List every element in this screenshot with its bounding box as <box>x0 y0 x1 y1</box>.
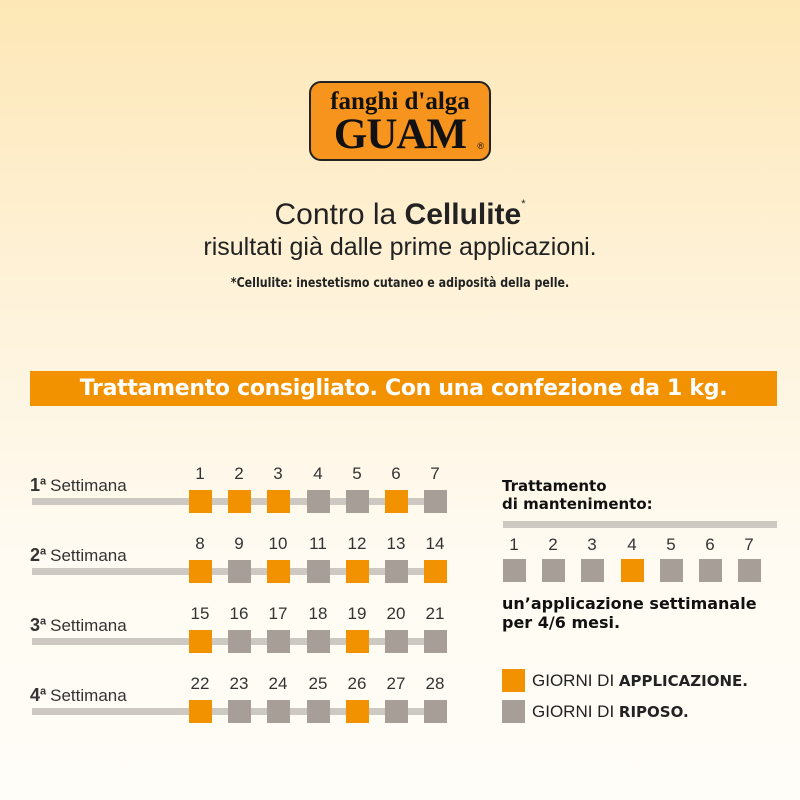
day-number: 20 <box>386 604 406 623</box>
headline-mark: * <box>521 198 526 210</box>
subheadline: risultati già dalle prime applicazioni. <box>203 233 597 261</box>
day-number: 22 <box>190 674 210 693</box>
day-number: 7 <box>430 464 440 483</box>
headline-pre: Contro la <box>274 198 405 231</box>
maintenance-desc-2: per 4/6 mesi. <box>502 613 621 632</box>
rest-day <box>699 559 722 582</box>
week-ordinal: a <box>40 475 47 488</box>
legend-application-pre: GIORNI DI <box>532 671 619 690</box>
day-number: 23 <box>229 674 249 693</box>
rest-day <box>660 559 683 582</box>
rest-day <box>307 700 330 723</box>
day-number: 7 <box>744 535 754 554</box>
day-number: 6 <box>705 535 715 554</box>
day-number: 16 <box>229 604 249 623</box>
legend-application-bold: APPLICAZIONE. <box>618 672 748 690</box>
week-text: Settimana <box>50 546 127 565</box>
week-ordinal: a <box>40 685 47 698</box>
day-number: 1 <box>509 535 519 554</box>
rest-day <box>228 700 251 723</box>
day-number: 10 <box>268 534 288 553</box>
logo-line2: GUAM <box>333 111 467 158</box>
week-label <box>30 545 127 566</box>
rest-day <box>267 630 290 653</box>
day-number: 24 <box>268 674 288 693</box>
day-number: 2 <box>234 464 244 483</box>
maintenance-desc-1: un’applicazione settimanale <box>502 594 757 613</box>
rest-day <box>307 630 330 653</box>
week-number: 1 <box>30 475 41 495</box>
headline <box>0 198 800 232</box>
day-number: 26 <box>347 674 367 693</box>
rest-day <box>307 490 330 513</box>
brand-logo <box>309 81 491 161</box>
legend-application-swatch <box>502 669 525 692</box>
day-number: 15 <box>190 604 210 623</box>
rest-day <box>542 559 565 582</box>
week-number: 4 <box>30 685 41 705</box>
rest-day <box>228 630 251 653</box>
week-label <box>30 615 127 636</box>
application-day <box>267 490 290 513</box>
week-label <box>30 475 127 496</box>
application-day <box>346 700 369 723</box>
week-ordinal: a <box>40 615 47 628</box>
rest-day <box>385 560 408 583</box>
registered-mark: ® <box>477 141 484 151</box>
week-number: 2 <box>30 545 41 565</box>
maintenance-title <box>502 477 653 513</box>
application-day <box>189 700 212 723</box>
day-number: 21 <box>425 604 445 623</box>
maintenance-desc <box>502 594 757 632</box>
day-number: 13 <box>386 534 406 553</box>
application-day <box>267 560 290 583</box>
headline-bold: Cellulite <box>404 198 522 231</box>
rest-day <box>424 700 447 723</box>
week-text: Settimana <box>50 686 127 705</box>
logo-line1: fanghi d'alga <box>330 88 470 115</box>
rest-day <box>503 559 526 582</box>
day-number: 12 <box>347 534 367 553</box>
day-number: 27 <box>386 674 406 693</box>
week-label <box>30 685 127 706</box>
rest-day <box>267 700 290 723</box>
day-number: 28 <box>425 674 445 693</box>
maintenance-title-1: Trattamento <box>502 477 607 495</box>
application-day <box>621 559 644 582</box>
day-number: 25 <box>308 674 328 693</box>
legend-rest-pre: GIORNI DI <box>532 702 619 721</box>
rest-day <box>307 560 330 583</box>
footnote: *Cellulite: inestetismo cutaneo e adiposità della pelle. <box>230 276 570 291</box>
application-day <box>189 560 212 583</box>
legend-rest-swatch <box>502 700 525 723</box>
application-day <box>228 490 251 513</box>
day-number: 3 <box>587 535 597 554</box>
day-number: 8 <box>195 534 205 553</box>
rest-day <box>424 490 447 513</box>
day-number: 19 <box>347 604 367 623</box>
day-number: 5 <box>352 464 362 483</box>
day-number: 18 <box>308 604 328 623</box>
day-number: 3 <box>273 464 283 483</box>
application-day <box>346 630 369 653</box>
week-number: 3 <box>30 615 41 635</box>
application-day <box>346 560 369 583</box>
maintenance-bar <box>503 521 777 528</box>
rest-day <box>738 559 761 582</box>
day-number: 6 <box>391 464 401 483</box>
rest-day <box>385 700 408 723</box>
application-day <box>189 490 212 513</box>
day-number: 4 <box>627 535 637 554</box>
rest-day <box>385 630 408 653</box>
day-number: 5 <box>666 535 676 554</box>
rest-day <box>346 490 369 513</box>
week-text: Settimana <box>50 476 127 495</box>
day-number: 4 <box>313 464 323 483</box>
legend-application <box>532 671 748 691</box>
treatment-banner: Trattamento consigliato. Con una confezione da 1 kg. <box>30 371 777 406</box>
legend-rest-bold: RIPOSO. <box>618 703 689 721</box>
day-number: 11 <box>309 534 327 553</box>
application-day <box>385 490 408 513</box>
application-day <box>189 630 212 653</box>
day-number: 17 <box>268 604 288 623</box>
legend-rest <box>532 702 689 722</box>
maintenance-title-2: di mantenimento: <box>502 495 653 513</box>
week-text: Settimana <box>50 616 127 635</box>
rest-day <box>424 630 447 653</box>
day-number: 2 <box>548 535 558 554</box>
week-ordinal: a <box>40 545 47 558</box>
day-number: 14 <box>425 534 445 553</box>
rest-day <box>581 559 604 582</box>
day-number: 9 <box>234 534 244 553</box>
day-number: 1 <box>195 464 205 483</box>
rest-day <box>228 560 251 583</box>
application-day <box>424 560 447 583</box>
